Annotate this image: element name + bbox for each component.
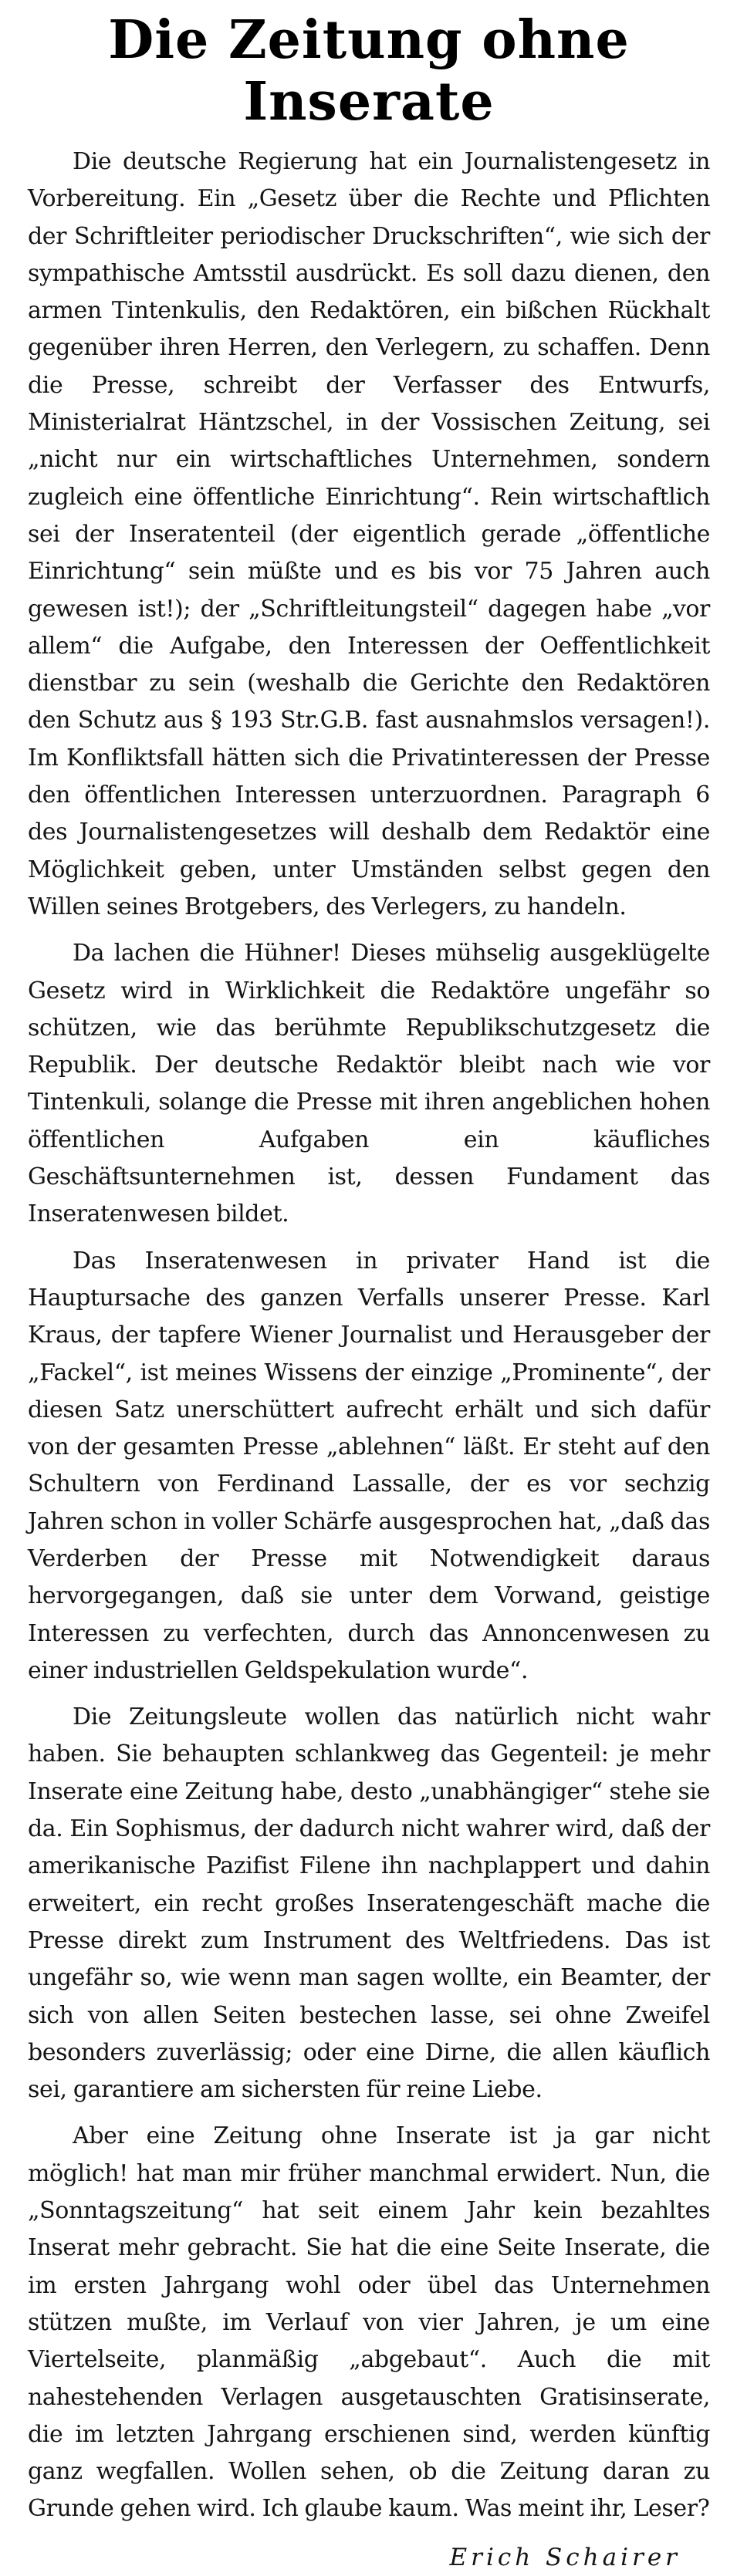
author-signature: Erich Schairer (449, 2543, 681, 2571)
article-paragraph-5: Aber eine Zeitung ohne Inserate ist ja gar nicht möglich! hat man mir früher manchmal erwidert. Nun, die „Sonntagszeitung“ hat seit einem Jahr kein bezahltes Inserat mehr gebracht. Sie hat die eine Seite Inserate, die im ersten Jahrgang wohl oder übel das Unternehmen stützen mußte, im Verlauf von vier Jahren, je um eine Viertelseite, planmäßig „abgebaut“. Auch die mit nahestehenden Verlagen ausgetauschten Gratisinserate, die im letzten Jahrgang erschienen sind, werden künftig ganz wegfallen. Wollen sehen, ob die Zeitung daran zu Grunde gehen wird. Ich glaube kaum. Was meint ihr, Leser? (28, 2122, 710, 2523)
article-paragraph-2: Da lachen die Hühner! Dieses mühselig ausgeklügelte Gesetz wird in Wirklichkeit die Redaktöre ungefähr so schützen, wie das berühmte Republikschutzgesetz die Republik. Der deutsche Redaktör bleibt nach wie vor Tintenkuli, solange die Presse mit ihren angeblichen hohen öffentlichen Aufgaben ein käufliches Geschäftsunternehmen ist, dessen Fundament das Inseratenwesen bildet. (28, 940, 710, 1228)
article-paragraph-3: Das Inseratenwesen in privater Hand ist die Hauptursache des ganzen Verfalls unserer Presse. Karl Kraus, der tapfere Wiener Journalist und Herausgeber der „Fackel“, ist meines Wissens der einzige „Prominente“, der diesen Satz unerschüttert aufrecht erhält und sich dafür von der gesamten Presse „ablehnen“ läßt. Er steht auf den Schultern von Ferdinand Lassalle, der es vor sechzig Jahren schon in voller Schärfe ausgesprochen hat, „daß das Verderben der Presse mit Notwendigkeit daraus hervorgegangen, daß sie unter dem Vorwand, geistige Interessen zu verfechten, durch das Annoncenwesen zu einer industriellen Geldspekulation wurde“. (28, 1247, 710, 1684)
article-headline: Die Zeitung ohne Inserate (108, 9, 630, 133)
article-paragraph-1: Die deutsche Regierung hat ein Journalistengesetz in Vorbereitung. Ein „Gesetz über die Rechte und Pflichten der Schriftleiter periodischer Druckschriften“, wie sich der sympathische Amtsstil ausdrückt. Es soll dazu dienen, den armen Tintenkulis, den Redaktören, ein bißchen Rückhalt gegenüber ihren Herren, den Verlegern, zu schaffen. Denn die Presse, schreibt der Verfasser des Entwurfs, Ministerialrat Häntzschel, in der Vossischen Zeitung, sei „nicht nur ein wirtschaftliches Unternehmen, sondern zugleich eine öffentliche Einrichtung“. Rein wirtschaftlich sei der Inseratenteil (der eigentlich gerade „öffentliche Einrichtung“ sein müßte und es bis vor 75 Jahren auch gewesen ist!); der „Schriftleitungsteil“ dagegen habe „vor allem“ die Aufgabe, den Interessen der Oeffentlichkeit dienstbar zu sein (weshalb die Gerichte den Redaktören den Schutz aus § 193 Str.G.B. fast ausnahmslos versagen!). Im Konfliktsfall hätten sich die Privatinteressen der Presse den öffentlichen Interessen unterzuordnen. Paragraph 6 des Journalistengesetzes will deshalb dem Redaktör eine Möglichkeit geben, unter Umständen selbst gegen den Willen seines Brotgebers, des Verlegers, zu handeln. (28, 148, 710, 920)
newspaper-article (28, 9, 710, 2576)
article-paragraph-4: Die Zeitungsleute wollen das natürlich nicht wahr haben. Sie behaupten schlankweg das Gegenteil: je mehr Inserate eine Zeitung habe, desto „unabhängiger“ stehe sie da. Ein Sophismus, der dadurch nicht wahrer wird, daß der amerikanische Pazifist Filene ihn nachplappert und dahin erweitert, ein recht großes Inseratengeschäft mache die Presse direkt zum Instrument des Weltfriedens. Das ist ungefähr so, wie wenn man sagen wollte, ein Beamter, der sich von allen Seiten bestechen lasse, sei ohne Zweifel besonders zuverlässig; oder eine Dirne, die allen käuflich sei, garantiere am sichersten für reine Liebe. (28, 1703, 710, 2104)
